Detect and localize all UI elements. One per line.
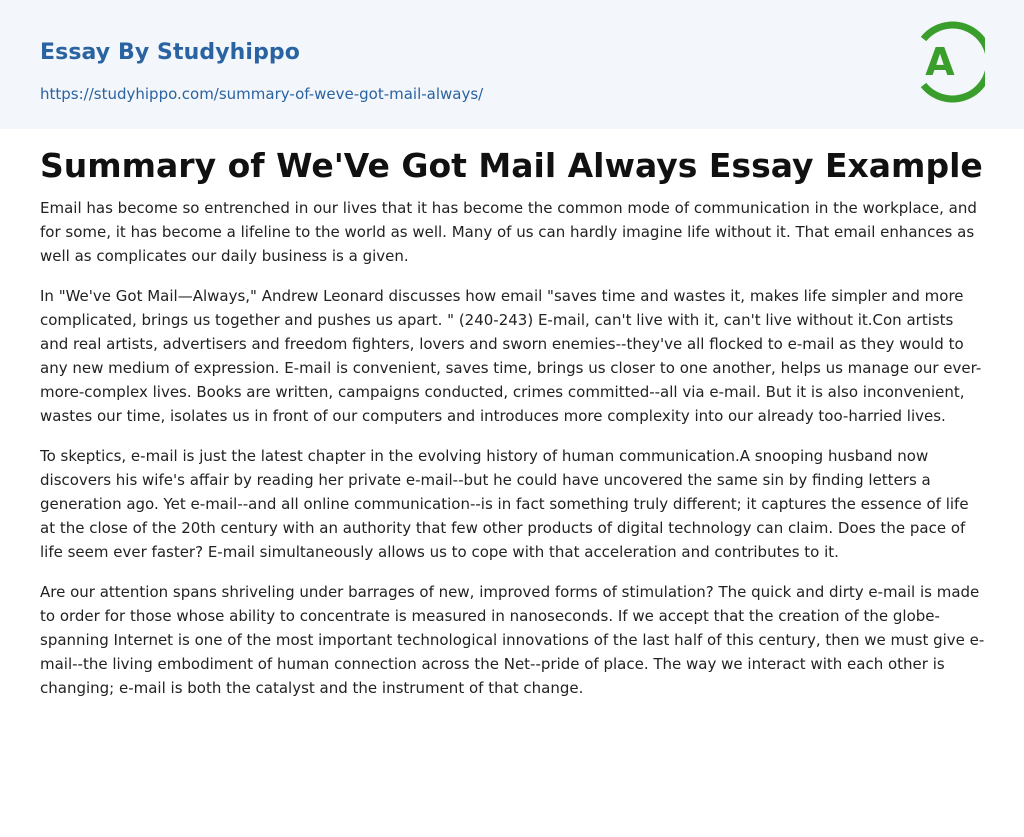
paragraph-2: In "We've Got Mail—Always," Andrew Leonard discusses how email "saves time and wastes it, makes life simpler and more complicated, brings us together and pushes us apart. " (240-243) E-mail, can't live with it, can't live without it.Con artists and real artists, advertisers and freedom fighters, lovers and sworn enemies--they've all flocked to e-mail as they would to any new medium of expression. E-mail is convenient, saves time, brings us closer to one another, helps us manage our ever-more-complex lives. Books are written, campaigns conducted, crimes committed--all via e-mail. But it is also inconvenient, wastes our time, isolates us in front of our computers and introduces more complexity into our already too-harried lives. — [40, 287, 982, 425]
paragraph-1: Email has become so entrenched in our lives that it has become the common mode of communication in the workplace, and for some, it has become a lifeline to the world as well. Many of us can hardly imagine life without it. That email enhances as well as complicates our daily business is a given. — [40, 199, 977, 265]
paragraph-4: Are our attention spans shriveling under barrages of new, improved forms of stimulation? The quick and dirty e-mail is made to order for those whose ability to concentrate is measured in nanoseconds. If we accept that the creation of the globe-spanning Internet is one of the most important technological innovations of the last half of this century, then we must give e-mail--the living embodiment of human connection across the Net--pride of place. The way we interact with each other is changing; e-mail is both the catalyst and the instrument of that change. — [40, 583, 985, 697]
brand-title[interactable]: Essay By Studyhippo — [40, 40, 300, 65]
logo-letter: A — [925, 40, 955, 84]
studyhippo-logo-icon[interactable] — [913, 20, 985, 104]
page-title: Summary of We'Ve Got Mail Always Essay Example — [40, 146, 983, 185]
source-url-link[interactable]: https://studyhippo.com/summary-of-weve-got-mail-always/ — [40, 85, 484, 103]
paragraph-3: To skeptics, e-mail is just the latest chapter in the evolving history of human communication.A snooping husband now discovers his wife's affair by reading her private e-mail--but he could have uncovered the same sin by finding letters a generation ago. Yet e-mail--and all online communication--is in fact something truly different; it captures the essence of life at the close of the 20th century with an authority that few other products of digital technology can claim. Does the pace of life seem ever faster? E-mail simultaneously allows us to cope with that acceleration and contributes to it. — [40, 447, 969, 561]
article — [40, 148, 986, 716]
site-header — [0, 0, 1024, 129]
